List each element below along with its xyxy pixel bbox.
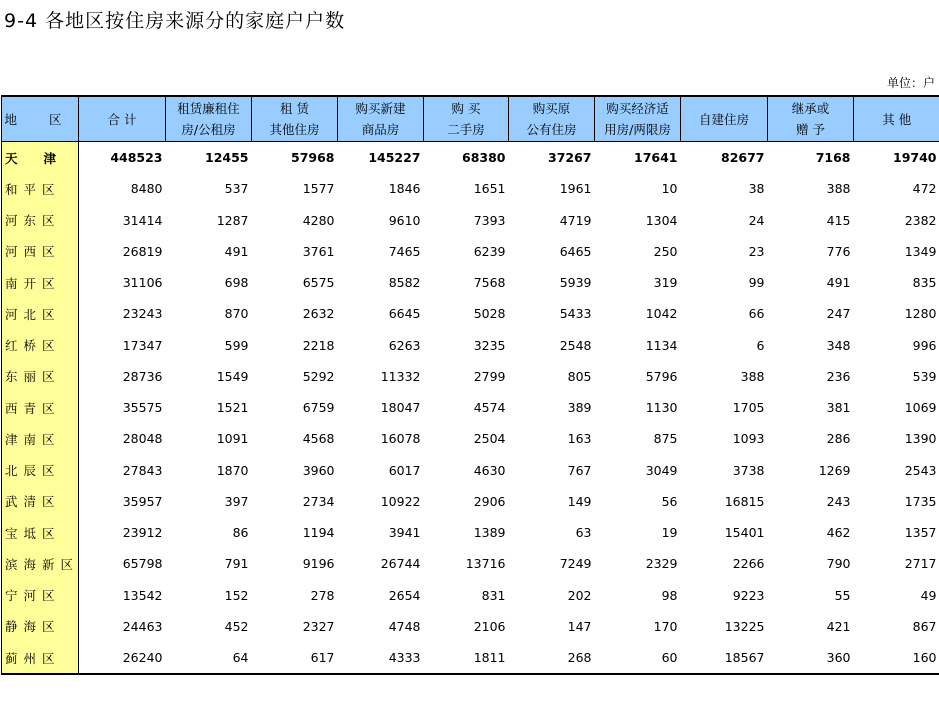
value-cell: 4719 [559,212,592,228]
value-cell: 13542 [122,587,163,603]
value-cell: 397 [224,493,249,509]
table-row [2,548,939,579]
value-cell: 19 [661,525,678,541]
value-cell: 389 [567,400,592,416]
table-row [2,205,939,236]
value-cell: 268 [509,642,595,674]
page-title: 9-4 各地区按住房来源分的家庭户户数 [4,10,346,32]
table-row [2,642,939,674]
value-cell: 491 [826,275,851,291]
value-cell: 388 [740,368,765,384]
region-cell: 武清区 [2,486,79,517]
column-header [681,96,768,142]
value-cell: 8582 [388,275,421,291]
value-cell: 170 [653,618,678,634]
column-header [768,96,854,142]
value-cell: 3960 [302,462,335,478]
column-header-line: 二手房 [447,122,485,137]
value-cell: 28736 [122,368,163,384]
value-cell: 462 [826,525,851,541]
value-cell: 38 [748,181,765,197]
value-cell: 6575 [302,275,335,291]
value-cell: 1870 [216,462,249,478]
value-cell: 617 [252,642,338,674]
region-cell: 天津 [2,142,79,174]
value-cell: 31414 [122,212,163,228]
region-cell: 蓟州区 [2,642,79,674]
value-cell: 1961 [559,181,592,197]
value-cell: 10922 [380,493,421,509]
value-cell: 26744 [380,556,421,572]
value-cell: 4280 [302,212,335,228]
table-row [2,392,939,423]
value-cell: 2382 [904,212,937,228]
value-cell: 5939 [559,275,592,291]
value-cell: 286 [826,431,851,447]
value-cell: 17641 [634,150,678,166]
column-header [338,96,424,142]
value-cell: 1549 [216,368,249,384]
household-table [1,95,939,675]
column-header-line: 公有住房 [526,122,577,137]
value-cell: 250 [653,243,678,259]
column-header-line: 租赁廉租住 [177,101,240,116]
header-row [2,96,939,142]
value-cell: 24 [748,212,765,228]
value-cell: 1349 [904,243,937,259]
value-cell: 1705 [732,400,765,416]
value-cell: 4748 [388,618,421,634]
value-cell: 448523 [110,150,163,166]
value-cell: 2799 [473,368,506,384]
value-cell: 867 [912,618,937,634]
column-header [79,96,166,142]
value-cell: 68380 [462,150,506,166]
value-cell: 82677 [721,150,765,166]
table-row [2,361,939,392]
value-cell: 5433 [559,306,592,322]
table-row [2,580,939,611]
value-cell: 776 [826,243,851,259]
value-cell: 2327 [302,618,335,634]
value-cell: 98 [661,587,678,603]
column-header [252,96,338,142]
value-cell: 4333 [338,642,424,674]
table-row [2,330,939,361]
table-row [2,517,939,548]
region-cell: 滨海新区 [2,548,79,579]
value-cell: 1846 [388,181,421,197]
value-cell: 6645 [388,306,421,322]
value-cell: 35957 [122,493,163,509]
value-cell: 28048 [122,431,163,447]
column-header [2,96,79,142]
value-cell: 1091 [216,431,249,447]
value-cell: 160 [854,642,939,674]
value-cell: 1069 [904,400,937,416]
value-cell: 10 [661,181,678,197]
column-header-line: 其他住房 [269,122,320,137]
column-header [854,96,939,142]
value-cell: 163 [567,431,592,447]
column-header-line: 购买原 [532,101,571,116]
value-cell: 2543 [904,462,937,478]
column-header-line: 合 计 [107,111,137,127]
value-cell: 278 [310,587,335,603]
value-cell: 60 [595,642,681,674]
value-cell: 26240 [79,642,166,674]
value-cell: 145227 [368,150,421,166]
region-cell: 宝坻区 [2,517,79,548]
table-row [2,486,939,517]
value-cell: 2906 [473,493,506,509]
value-cell: 3761 [302,243,335,259]
value-cell: 5292 [302,368,335,384]
value-cell: 381 [826,400,851,416]
value-cell: 2632 [302,306,335,322]
value-cell: 7393 [473,212,506,228]
value-cell: 452 [224,618,249,634]
value-cell: 16815 [724,493,765,509]
value-cell: 1651 [473,181,506,197]
value-cell: 27843 [122,462,163,478]
region-cell: 宁河区 [2,580,79,611]
region-cell: 河北区 [2,298,79,329]
value-cell: 791 [224,556,249,572]
value-cell: 236 [826,368,851,384]
column-header [166,96,252,142]
value-cell: 18567 [681,642,768,674]
value-cell: 1280 [904,306,937,322]
value-cell: 3941 [388,525,421,541]
value-cell: 13716 [465,556,506,572]
value-cell: 9223 [732,587,765,603]
value-cell: 247 [826,306,851,322]
value-cell: 4568 [302,431,335,447]
value-cell: 99 [748,275,765,291]
value-cell: 421 [826,618,851,634]
value-cell: 2734 [302,493,335,509]
value-cell: 86 [232,525,249,541]
column-header-line: 房/公租房 [181,122,236,137]
value-cell: 360 [768,642,854,674]
value-cell: 5028 [473,306,506,322]
value-cell: 491 [224,243,249,259]
value-cell: 26819 [122,243,163,259]
value-cell: 37267 [548,150,592,166]
unit-label: 单位：户 [886,76,935,90]
value-cell: 388 [826,181,851,197]
region-cell: 南开区 [2,267,79,298]
value-cell: 1357 [904,525,937,541]
value-cell: 49 [920,587,937,603]
value-cell: 64 [166,642,252,674]
value-cell: 7168 [815,150,851,166]
value-cell: 472 [912,181,937,197]
value-cell: 243 [826,493,851,509]
value-cell: 35575 [122,400,163,416]
table-row [2,173,939,204]
value-cell: 24463 [122,618,163,634]
value-cell: 152 [224,587,249,603]
value-cell: 6263 [388,337,421,353]
value-cell: 7249 [559,556,592,572]
value-cell: 9196 [302,556,335,572]
value-cell: 835 [912,275,937,291]
value-cell: 4574 [473,400,506,416]
value-cell: 1304 [645,212,678,228]
column-header-line: 租 赁 [280,101,309,116]
value-cell: 3738 [732,462,765,478]
value-cell: 870 [224,306,249,322]
value-cell: 1577 [302,181,335,197]
column-header-line: 商品房 [361,122,400,137]
value-cell: 3235 [473,337,506,353]
value-cell: 23912 [122,525,163,541]
value-cell: 2717 [904,556,937,572]
value-cell: 3049 [645,462,678,478]
table-row [2,423,939,454]
column-header [595,96,681,142]
value-cell: 56 [661,493,678,509]
column-header-line: 其 他 [882,111,912,127]
region-cell: 北辰区 [2,455,79,486]
column-header-line: 购 买 [451,101,481,116]
value-cell: 539 [912,368,937,384]
column-header-line: 用房/两限房 [604,122,671,137]
region-cell: 西青区 [2,392,79,423]
value-cell: 17347 [122,337,163,353]
value-cell: 2548 [559,337,592,353]
value-cell: 7568 [473,275,506,291]
column-header-line: 购买新建 [355,101,406,116]
value-cell: 1093 [732,431,765,447]
value-cell: 149 [567,493,592,509]
value-cell: 63 [575,525,592,541]
value-cell: 1130 [645,400,678,416]
column-header-line: 购买经济适 [606,101,669,116]
column-header-line: 自建住房 [698,111,749,127]
value-cell: 16078 [380,431,421,447]
table-row [2,267,939,298]
table-row [2,298,939,329]
value-cell: 1735 [904,493,937,509]
region-cell: 静海区 [2,611,79,642]
value-cell: 1390 [904,431,937,447]
column-header [424,96,509,142]
value-cell: 2106 [473,618,506,634]
value-cell: 996 [912,337,937,353]
region-cell: 东丽区 [2,361,79,392]
value-cell: 13225 [724,618,765,634]
value-cell: 19740 [893,150,937,166]
value-cell: 698 [224,275,249,291]
value-cell: 1269 [818,462,851,478]
value-cell: 31106 [122,275,163,291]
column-header [509,96,595,142]
value-cell: 6017 [388,462,421,478]
total-row [2,142,939,174]
value-cell: 875 [653,431,678,447]
value-cell: 790 [826,556,851,572]
value-cell: 57968 [291,150,335,166]
value-cell: 7465 [388,243,421,259]
value-cell: 2329 [645,556,678,572]
value-cell: 6465 [559,243,592,259]
value-cell: 4630 [473,462,506,478]
region-cell: 河东区 [2,205,79,236]
value-cell: 2504 [473,431,506,447]
value-cell: 8480 [130,181,163,197]
region-cell: 和平区 [2,173,79,204]
value-cell: 2654 [388,587,421,603]
column-header-line: 地 区 [4,111,76,127]
column-header-line: 继承或 [791,101,830,116]
value-cell: 599 [224,337,249,353]
value-cell: 6759 [302,400,335,416]
value-cell: 147 [567,618,592,634]
value-cell: 9610 [388,212,421,228]
region-cell: 津南区 [2,423,79,454]
value-cell: 1521 [216,400,249,416]
table-row [2,611,939,642]
value-cell: 1389 [473,525,506,541]
value-cell: 415 [826,212,851,228]
value-cell: 831 [481,587,506,603]
value-cell: 1194 [302,525,335,541]
value-cell: 11332 [380,368,421,384]
value-cell: 805 [567,368,592,384]
table-row [2,236,939,267]
value-cell: 65798 [122,556,163,572]
value-cell: 12455 [205,150,249,166]
value-cell: 23243 [122,306,163,322]
table-body [2,142,939,675]
value-cell: 18047 [380,400,421,416]
value-cell: 55 [834,587,851,603]
value-cell: 5796 [645,368,678,384]
value-cell: 66 [748,306,765,322]
value-cell: 6239 [473,243,506,259]
table-row [2,455,939,486]
value-cell: 6 [756,337,765,353]
value-cell: 1287 [216,212,249,228]
value-cell: 2266 [732,556,765,572]
value-cell: 1042 [645,306,678,322]
value-cell: 15401 [724,525,765,541]
value-cell: 767 [567,462,592,478]
region-cell: 红桥区 [2,330,79,361]
value-cell: 202 [567,587,592,603]
value-cell: 1811 [424,642,509,674]
value-cell: 1134 [645,337,678,353]
value-cell: 348 [826,337,851,353]
column-header-line: 赠 予 [796,122,825,137]
value-cell: 537 [224,181,249,197]
region-cell: 河西区 [2,236,79,267]
value-cell: 2218 [302,337,335,353]
value-cell: 23 [748,243,765,259]
value-cell: 319 [653,275,678,291]
